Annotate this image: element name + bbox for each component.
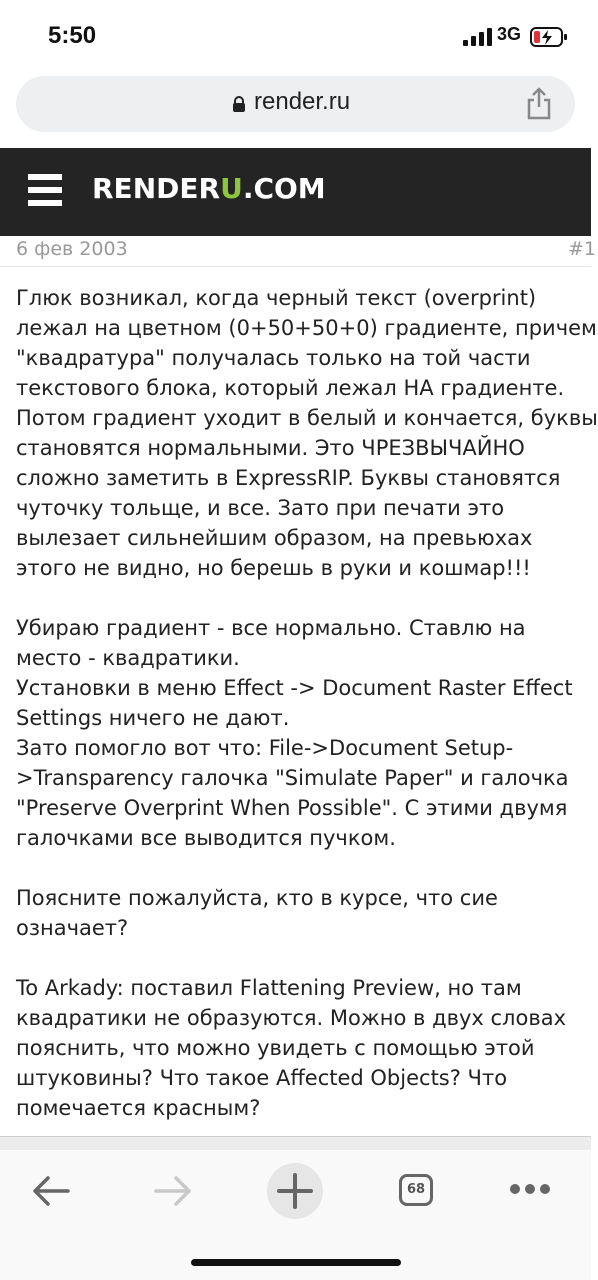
- logo-suffix: .COM: [242, 172, 326, 205]
- post-line: Потом градиент уходит в белый и кончается, буквы: [16, 406, 598, 430]
- post-line: Зато помогло вот что: File->Document Setup-: [16, 736, 514, 760]
- lock-icon: [232, 96, 246, 112]
- forward-arrow-icon[interactable]: [152, 1174, 194, 1208]
- post-line: Установки в меню Effect -> Document Raster Effect: [16, 676, 573, 700]
- post-line: галочками все выводится пучком.: [16, 826, 396, 850]
- status-time: 5:50: [48, 22, 97, 49]
- tabs-count-button[interactable]: [399, 1174, 433, 1206]
- post-line: "квадратура" получалась только на той части: [16, 346, 531, 370]
- post-line: "Preserve Overprint When Possible". С этими двумя: [16, 796, 568, 820]
- post-line: этого не видно, но берешь в руки и кошмар!!!: [16, 556, 531, 580]
- more-options-icon[interactable]: [508, 1182, 552, 1196]
- post-line: помечается красным?: [16, 1096, 261, 1120]
- tabs-count-label: 68: [406, 1182, 426, 1197]
- post-line: Убираю градиент - все нормально. Ставлю на: [16, 616, 526, 640]
- hamburger-menu-icon[interactable]: [28, 174, 62, 208]
- network-type: 3G: [497, 24, 522, 44]
- post-line: становятся нормальными. Это ЧРЕЗВЫЧАЙНО: [16, 436, 525, 460]
- post-meta: [0, 236, 597, 267]
- post-number[interactable]: #1: [568, 238, 597, 260]
- post-line: Settings ничего не дают.: [16, 706, 290, 730]
- content-divider: [0, 1136, 591, 1151]
- url-text[interactable]: render.ru: [254, 88, 351, 115]
- post-line: означает?: [16, 916, 129, 940]
- post-date: 6 фев 2003: [16, 238, 128, 260]
- logo-accent: U: [220, 172, 243, 205]
- post-line: вылезает сильнейшим образом, на превьюхах: [16, 526, 533, 550]
- post-line: сложно заметить в ExpressRIP. Буквы становятся: [16, 466, 561, 490]
- post-body: [16, 283, 598, 1128]
- home-indicator: [191, 1259, 401, 1266]
- share-icon[interactable]: [524, 86, 554, 120]
- post-line: To Arkady: поставил Flattening Preview, но там: [16, 976, 522, 1000]
- post-line: чуточку тольще, и все. Зато при печати это: [16, 496, 505, 520]
- new-tab-plus-icon[interactable]: [266, 1162, 324, 1220]
- status-bar: [0, 0, 591, 72]
- battery-charging-icon: [530, 26, 568, 48]
- post-line: Глюк возникал, когда черный текст (overprint): [16, 286, 537, 310]
- post-line: [16, 943, 591, 973]
- site-logo[interactable]: [92, 172, 326, 205]
- post-line: место - квадратики.: [16, 646, 240, 670]
- post-line: Поясните пожалуйста, кто в курсе, что сие: [16, 886, 498, 910]
- post-line: [16, 853, 591, 883]
- signal-strength-icon: [463, 28, 493, 46]
- post-line: текстового блока, который лежал НА градиенте.: [16, 376, 565, 400]
- back-arrow-icon[interactable]: [30, 1174, 72, 1208]
- post-line: [16, 583, 591, 613]
- post-line: пояснить, что можно увидеть с помощью этой: [16, 1036, 535, 1060]
- post-line: штуковины? Что такое Affected Objects? Что: [16, 1066, 508, 1090]
- post-line: лежал на цветном (0+50+50+0) градиенте, причем: [16, 316, 597, 340]
- post-line: квадратики не образуются. Можно в двух словах: [16, 1006, 566, 1030]
- post-line: >Transparency галочка "Simulate Paper" и галочка: [16, 766, 569, 790]
- logo-main: RENDER: [92, 172, 221, 205]
